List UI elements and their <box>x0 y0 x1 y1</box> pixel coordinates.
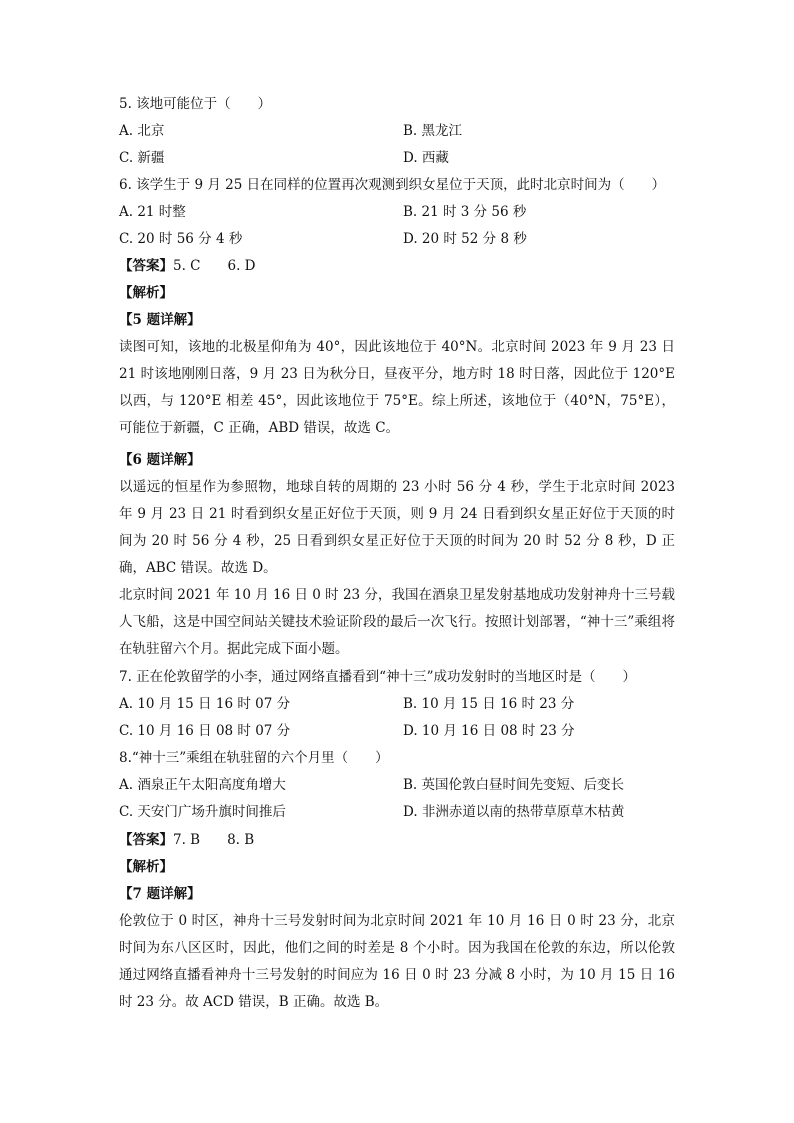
q5-option-c: C. 新疆 <box>119 150 165 166</box>
q8-option-a: A. 酒泉正午太阳高度角增大 <box>119 777 286 793</box>
question-5-options-row-2 <box>119 149 679 167</box>
q6-option-c: C. 20 时 56 分 4 秒 <box>119 231 243 247</box>
question-7-options-row-2 <box>119 722 679 740</box>
q7-option-b: B. 10 月 15 日 16 时 23 分 <box>403 696 575 712</box>
answer-label: 【答案】 <box>119 832 173 848</box>
q7-option-a: A. 10 月 15 日 16 时 07 分 <box>119 696 291 712</box>
q8-option-c: C. 天安门广场升旗时间推后 <box>119 804 286 820</box>
detail-6-body: 以遥远的恒星作为参照物，地球自转的周期的 23 小时 56 分 4 秒，学生于北京时间 2023 年 9 月 23 日 21 时看到织女星正好位于天顶，则 9 月 24 日看到织女星正好位于天顶的时间为 20 时 56 分 4 秒，25 日看到织女星正好位于天顶的时间为 20 时 52 分 8 秒，D 正确，ABC 错误。故选 D。 <box>119 479 675 576</box>
question-6-options-row-2 <box>119 230 679 248</box>
question-8-options-row-1 <box>119 776 679 794</box>
detail-5-heading: 【5 题详解】 <box>119 312 201 328</box>
question-5-options-row-1 <box>119 122 679 140</box>
q5-option-d: D. 西藏 <box>403 150 449 166</box>
material-paragraph: 北京时间 2021 年 10 月 16 日 0 时 23 分，我国在酒泉卫星发射基地成功发射神舟十三号载人飞船，这是中国空间站关键技术验证阶段的最后一次飞行。按照计划部署，“神十三”乘组将在轨驻留六个月。据此完成下面小题。 <box>119 587 675 657</box>
answer-7-8 <box>119 831 254 849</box>
question-7-stem: 7. 正在伦敦留学的小李，通过网络直播看到“神十三”成功发射时的当地区时是（ ） <box>119 669 636 685</box>
q5-option-b: B. 黑龙江 <box>403 123 463 139</box>
q7-option-c: C. 10 月 16 日 08 时 07 分 <box>119 723 291 739</box>
detail-7-heading: 【7 题详解】 <box>119 886 201 902</box>
answer-text: 7. B 8. B <box>173 832 255 848</box>
question-6-options-row-1 <box>119 203 679 221</box>
answer-5-6 <box>119 257 256 275</box>
detail-7-body: 伦敦位于 0 时区，神舟十三号发射时间为北京时间 2021 年 10 月 16 日 0 时 23 分，北京时间为东八区区时，因此，他们之间的时差是 8 个小时。因为我国在伦敦的东边，所以伦敦通过网络直播看神舟十三号发射的时间应为 16 日 0 时 23 分减 8 小时，为 10 月 15 日 16 时 23 分。故 ACD 错误，B 正确。故选 B。 <box>119 913 675 1010</box>
analysis-heading: 【解析】 <box>119 285 173 301</box>
answer-text: 5. C 6. D <box>173 258 256 274</box>
q6-option-d: D. 20 时 52 分 8 秒 <box>403 231 527 247</box>
q8-option-d: D. 非洲赤道以南的热带草原草木枯黄 <box>403 804 625 820</box>
q7-option-d: D. 10 月 16 日 08 时 23 分 <box>403 723 575 739</box>
q6-option-b: B. 21 时 3 分 56 秒 <box>403 204 527 220</box>
q8-option-b: B. 英国伦敦白昼时间先变短、后变长 <box>403 777 625 793</box>
question-8-options-row-2 <box>119 803 679 821</box>
question-7-options-row-1 <box>119 695 679 713</box>
question-8-stem: 8.“神十三”乘组在轨驻留的六个月里（ ） <box>119 750 389 766</box>
detail-6-heading: 【6 题详解】 <box>119 452 201 468</box>
detail-5-body: 读图可知，该地的北极星仰角为 40°，因此该地位于 40°N。北京时间 2023 年 9 月 23 日 21 时该地刚刚日落，9 月 23 日为秋分日，昼夜平分，地方时 18 时日落，因此位于 120°E 以西，与 120°E 相差 45°，因此该地位于 75°E。综上所述，该地位于（40°N，75°E），可能位于新疆，C 正确，ABD 错误，故选 C。 <box>119 339 675 436</box>
answer-label: 【答案】 <box>119 258 173 274</box>
question-6-stem: 6. 该学生于 9 月 25 日在同样的位置再次观测到织女星位于天顶，此时北京时间为（ ） <box>119 177 666 193</box>
analysis-heading: 【解析】 <box>119 859 173 875</box>
q5-option-a: A. 北京 <box>119 123 165 139</box>
question-5-stem: 5. 该地可能位于（ ） <box>119 96 272 112</box>
q6-option-a: A. 21 时整 <box>119 204 186 220</box>
